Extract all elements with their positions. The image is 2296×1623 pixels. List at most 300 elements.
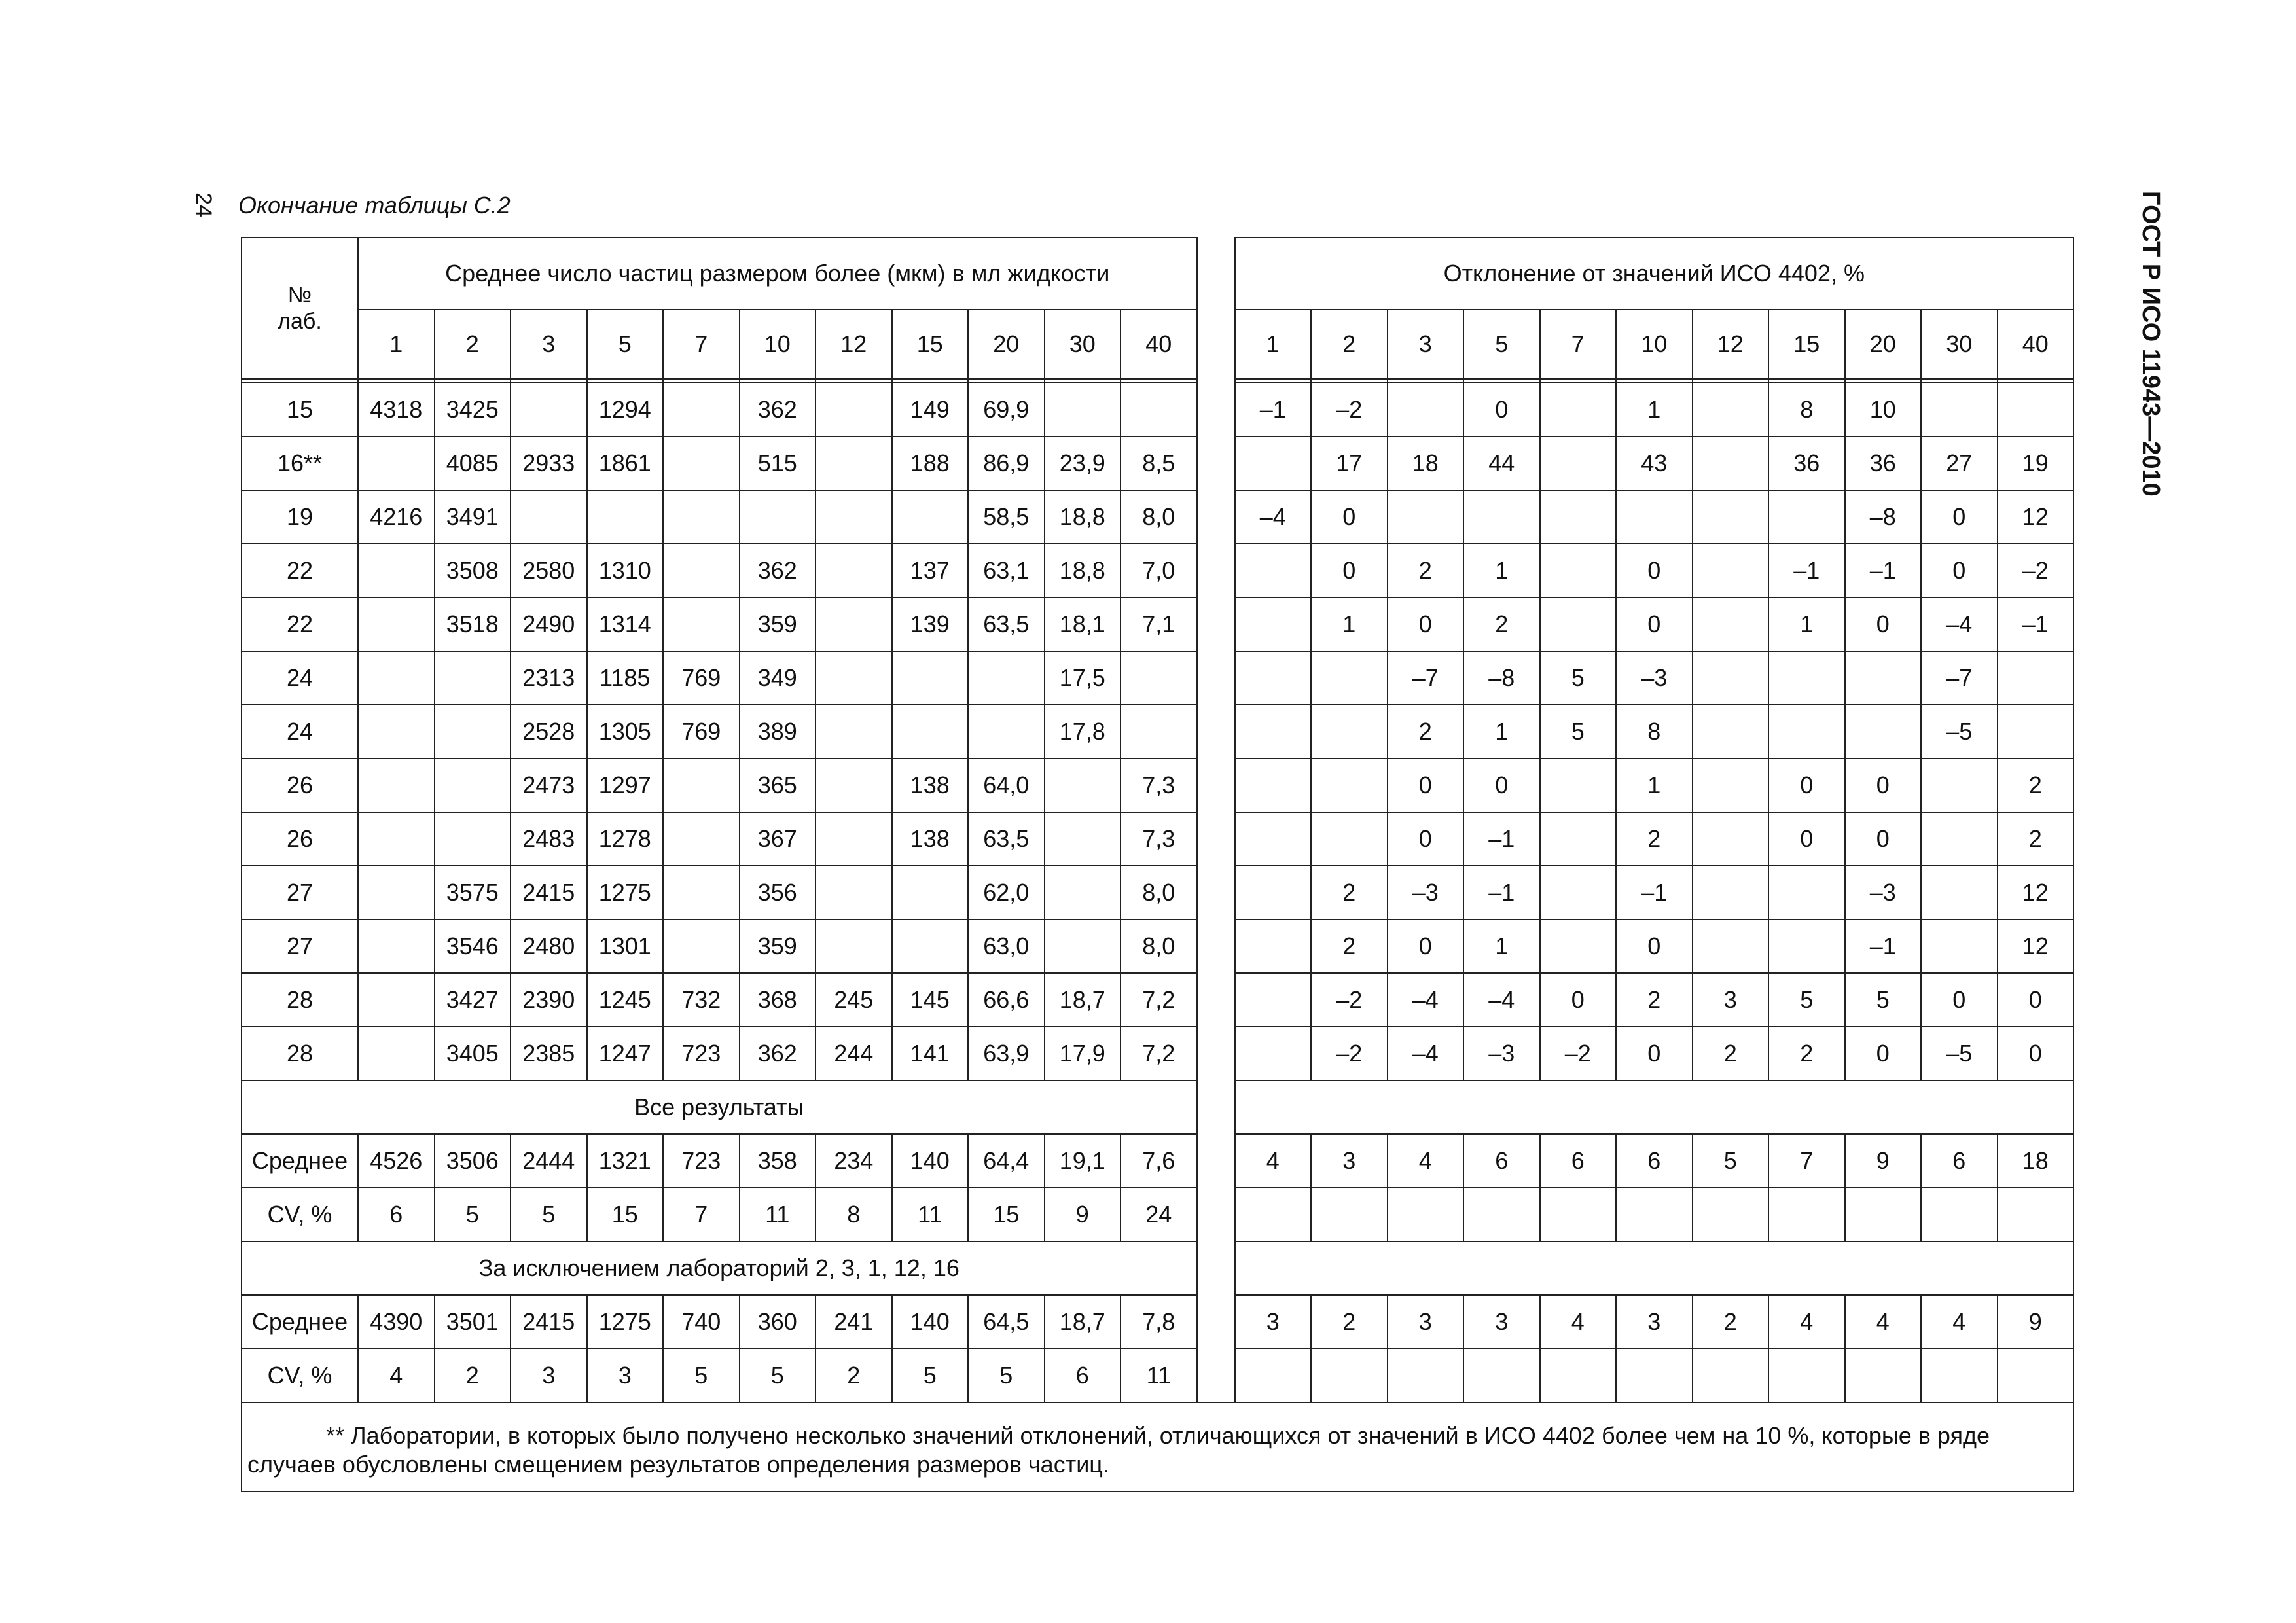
deviation-cell [1693,1349,1769,1402]
deviation-cell [1693,866,1769,919]
table-row [242,597,2073,651]
deviation-cell: 3 [1311,1134,1388,1188]
deviation-cell [1693,490,1769,544]
count-cell: 723 [663,1027,740,1080]
size-header: 30 [1045,310,1121,379]
count-cell: 4085 [435,437,511,490]
count-cell [587,490,664,544]
deviation-cell: 6 [1540,1134,1617,1188]
count-cell [358,651,435,705]
table-row [242,1134,2073,1188]
deviation-cell [1768,919,1845,973]
count-cell: 3518 [435,597,511,651]
count-cell [663,490,740,544]
deviation-cell: 0 [1921,490,1998,544]
column-gap [1197,1188,1235,1241]
deviation-cell [1693,812,1769,866]
deviation-cell: 2 [1998,812,2074,866]
count-cell: 2480 [511,919,587,973]
deviation-cell: 2 [1311,866,1388,919]
count-cell [816,651,892,705]
column-gap [1197,238,1235,310]
count-cell [892,490,969,544]
deviation-cell: 43 [1616,437,1693,490]
page-number: 24 [190,192,216,217]
count-cell: 138 [892,812,969,866]
deviation-cell: 0 [1998,1027,2074,1080]
deviation-cell: 3 [1463,1295,1540,1349]
deviation-cell [1693,383,1769,437]
lab-number-cell: 27 [242,919,358,973]
deviation-cell: –1 [1235,383,1312,437]
deviation-cell [1463,490,1540,544]
deviation-cell: 0 [1845,1027,1922,1080]
stat-label: Среднее [242,1134,358,1188]
deviation-cell [1311,705,1388,758]
count-cell [358,866,435,919]
deviation-cell [1311,812,1388,866]
count-cell: 5 [435,1188,511,1241]
count-cell: 62,0 [968,866,1045,919]
deviation-cell: –8 [1845,490,1922,544]
deviation-cell [1693,597,1769,651]
lab-number-cell: 28 [242,973,358,1027]
deviation-cell: 5 [1845,973,1922,1027]
table-caption: Окончание таблицы С.2 [238,192,511,219]
count-cell: 15 [587,1188,664,1241]
deviation-cell: 0 [1616,919,1693,973]
deviation-cell [1463,1349,1540,1402]
deviation-cell: 0 [1921,544,1998,597]
column-gap [1197,758,1235,812]
deviation-cell: 4 [1921,1295,1998,1349]
deviation-cell: 6 [1921,1134,1998,1188]
deviation-cell [1921,1349,1998,1402]
count-cell: 1275 [587,866,664,919]
count-cell: 18,8 [1045,544,1121,597]
count-cell: 145 [892,973,969,1027]
count-cell [663,597,740,651]
count-cell [816,437,892,490]
lab-number-cell: 16** [242,437,358,490]
deviation-cell: –4 [1235,490,1312,544]
deviation-cell: 12 [1998,919,2074,973]
deviation-cell: 1 [1311,597,1388,651]
count-cell: 2 [435,1349,511,1402]
count-cell: 7,2 [1121,1027,1197,1080]
count-cell: 1305 [587,705,664,758]
count-cell: 5 [740,1349,816,1402]
lab-header-line: № [287,283,312,308]
deviation-cell [1921,866,1998,919]
deviation-cell: 5 [1540,705,1617,758]
count-cell [663,758,740,812]
count-cell: 4526 [358,1134,435,1188]
deviation-cell: –1 [1845,544,1922,597]
lab-number-cell: 22 [242,597,358,651]
size-header: 2 [435,310,511,379]
deviation-cell [1540,812,1617,866]
deviation-cell [1921,758,1998,812]
count-cell: 769 [663,705,740,758]
deviation-cell: 0 [1463,758,1540,812]
deviation-cell [1235,597,1312,651]
count-cell: 3 [511,1349,587,1402]
deviation-cell: 2 [1693,1295,1769,1349]
count-cell: 5 [892,1349,969,1402]
deviation-cell: –2 [1311,1027,1388,1080]
deviation-cell: 0 [1388,812,1464,866]
lab-number-cell: 28 [242,1027,358,1080]
deviation-cell [1540,1188,1617,1241]
deviation-cell [1768,490,1845,544]
column-gap [1197,919,1235,973]
size-header: 20 [1845,310,1922,379]
column-gap [1197,651,1235,705]
deviation-cell: 3 [1388,1295,1464,1349]
size-header: 12 [816,310,892,379]
column-gap [1197,1241,1235,1295]
stat-label: CV, % [242,1188,358,1241]
lab-number-cell: 26 [242,758,358,812]
lab-number-cell: 26 [242,812,358,866]
deviation-cell: 0 [1540,973,1617,1027]
count-cell: 6 [1045,1349,1121,1402]
count-cell [358,544,435,597]
deviation-cell: 12 [1998,866,2074,919]
size-header: 1 [358,310,435,379]
deviation-cell: –4 [1388,1027,1464,1080]
column-gap [1197,310,1235,379]
count-cell [1045,919,1121,973]
count-cell [892,705,969,758]
count-cell [663,919,740,973]
count-cell: 6 [358,1188,435,1241]
column-gap [1197,544,1235,597]
size-header: 30 [1921,310,1998,379]
count-cell [663,544,740,597]
table-row [242,1349,2073,1402]
count-cell [435,758,511,812]
deviation-cell: –2 [1311,973,1388,1027]
count-cell: 2528 [511,705,587,758]
count-cell: 3491 [435,490,511,544]
deviation-cell: 0 [1388,919,1464,973]
count-cell: 732 [663,973,740,1027]
count-cell: 23,9 [1045,437,1121,490]
count-cell: 7,3 [1121,812,1197,866]
deviation-cell [1616,490,1693,544]
deviation-cell [1768,1349,1845,1402]
deviation-cell: 10 [1845,383,1922,437]
count-cell: 4318 [358,383,435,437]
count-cell [1121,651,1197,705]
count-cell: 2933 [511,437,587,490]
deviation-cell [1388,383,1464,437]
deviation-cell [1693,437,1769,490]
lab-number-header [242,238,358,379]
count-cell: 7,6 [1121,1134,1197,1188]
table-row [242,758,2073,812]
deviation-cell [1540,919,1617,973]
deviation-cell [1768,705,1845,758]
count-cell [1045,812,1121,866]
count-cell [435,705,511,758]
deviation-cell [1235,973,1312,1027]
deviation-cell [1693,919,1769,973]
count-cell: 1301 [587,919,664,973]
deviation-cell: 0 [1311,544,1388,597]
deviation-cell: 1 [1768,597,1845,651]
deviation-cell [1388,1349,1464,1402]
deviation-cell [1693,544,1769,597]
count-cell [511,490,587,544]
deviation-cell: 0 [1845,758,1922,812]
deviation-cell [1768,651,1845,705]
deviation-cell: –1 [1768,544,1845,597]
deviation-cell [1235,544,1312,597]
count-cell: 362 [740,544,816,597]
count-cell: 2490 [511,597,587,651]
deviation-cell [1921,812,1998,866]
count-cell: 15 [968,1188,1045,1241]
lab-header-line: лаб. [278,309,322,334]
count-cell: 7,0 [1121,544,1197,597]
column-gap [1197,490,1235,544]
count-cell: 5 [511,1188,587,1241]
table-row [242,544,2073,597]
size-header: 10 [1616,310,1693,379]
deviation-cell [1311,1188,1388,1241]
footnote-text: ** Лаборатории, в которых было получено несколько значений отклонений, отличающихся от значений в ИСО 4402 более чем на 10 %, которые в ряде случаев обусловлены смещением результатов определения размеров частиц. [247,1422,1990,1478]
count-cell: 7,3 [1121,758,1197,812]
deviation-cell [1540,437,1617,490]
table-row [242,490,2073,544]
count-cell: 367 [740,812,816,866]
count-cell: 3425 [435,383,511,437]
count-cell: 66,6 [968,973,1045,1027]
count-cell [358,758,435,812]
count-cell: 1245 [587,973,664,1027]
deviation-cell [1921,383,1998,437]
count-cell: 1185 [587,651,664,705]
count-cell: 7,8 [1121,1295,1197,1349]
deviation-cell [1540,866,1617,919]
deviation-cell [1540,490,1617,544]
deviation-cell: 2 [1616,973,1693,1027]
count-cell [1121,383,1197,437]
count-cell [816,597,892,651]
deviation-cell: –8 [1463,651,1540,705]
deviation-cell [1998,383,2074,437]
count-cell: 3575 [435,866,511,919]
deviation-cell: 8 [1768,383,1845,437]
column-gap [1197,866,1235,919]
deviation-cell: 0 [1616,544,1693,597]
count-cell [663,383,740,437]
count-cell: 3546 [435,919,511,973]
count-cell: 2444 [511,1134,587,1188]
count-cell: 241 [816,1295,892,1349]
count-cell [1121,705,1197,758]
deviation-cell [1998,1188,2074,1241]
count-cell: 58,5 [968,490,1045,544]
deviation-cell: 44 [1463,437,1540,490]
count-cell: 17,5 [1045,651,1121,705]
count-cell: 362 [740,383,816,437]
count-cell: 389 [740,705,816,758]
table-row [242,812,2073,866]
count-cell: 360 [740,1295,816,1349]
count-cell: 11 [740,1188,816,1241]
deviation-cell: 0 [1768,758,1845,812]
count-cell: 7 [663,1188,740,1241]
count-cell: 3427 [435,973,511,1027]
table-row [242,973,2073,1027]
size-header: 1 [1235,310,1312,379]
count-cell: 234 [816,1134,892,1188]
count-cell [816,812,892,866]
deviation-cell: 2 [1998,758,2074,812]
count-cell: 140 [892,1295,969,1349]
table-row [242,919,2073,973]
deviation-cell: 2 [1616,812,1693,866]
deviation-cell: –1 [1845,919,1922,973]
count-cell: 4390 [358,1295,435,1349]
size-header: 2 [1311,310,1388,379]
column-gap [1197,812,1235,866]
deviation-cell: 0 [1388,597,1464,651]
count-cell: 24 [1121,1188,1197,1241]
count-cell [816,490,892,544]
deviation-cell: 17 [1311,437,1388,490]
deviation-cell [1616,1188,1693,1241]
deviation-cell: 27 [1921,437,1998,490]
size-header: 5 [587,310,664,379]
count-cell [1045,383,1121,437]
deviation-cell [1311,758,1388,812]
deviation-cell: –4 [1921,597,1998,651]
deviation-cell [1311,651,1388,705]
deviation-cell [1693,1188,1769,1241]
count-cell: 18,7 [1045,1295,1121,1349]
count-cell [358,973,435,1027]
deviation-cell: 0 [1845,597,1922,651]
lab-number-cell: 24 [242,705,358,758]
count-cell: 63,5 [968,812,1045,866]
deviation-cell [1235,705,1312,758]
deviation-cell [1235,758,1312,812]
count-cell: 740 [663,1295,740,1349]
deviation-cell: 1 [1463,705,1540,758]
section-blank [1235,1080,2074,1134]
column-gap [1197,1027,1235,1080]
count-cell: 139 [892,597,969,651]
deviation-cell: 2 [1768,1027,1845,1080]
deviation-cell [1768,866,1845,919]
deviation-cell: –2 [1311,383,1388,437]
deviation-cell [1921,1188,1998,1241]
count-cell: 723 [663,1134,740,1188]
count-cell [358,812,435,866]
count-cell: 2483 [511,812,587,866]
deviation-cell: 0 [1998,973,2074,1027]
deviation-cell: –7 [1921,651,1998,705]
deviation-cell: 2 [1693,1027,1769,1080]
deviation-cell: –5 [1921,1027,1998,1080]
count-cell: 3501 [435,1295,511,1349]
deviation-cell [1845,1188,1922,1241]
size-header: 3 [511,310,587,379]
deviation-cell [1388,1188,1464,1241]
deviation-cell: –5 [1921,705,1998,758]
deviation-cell: 3 [1616,1295,1693,1349]
count-cell [358,1027,435,1080]
count-cell [663,866,740,919]
deviation-cell: 2 [1388,544,1464,597]
count-cell: 2 [816,1349,892,1402]
column-gap [1197,1295,1235,1349]
deviation-cell [1845,651,1922,705]
deviation-cell [1235,1188,1312,1241]
deviation-cell: 4 [1768,1295,1845,1349]
count-cell: 8,0 [1121,866,1197,919]
lab-number-cell: 19 [242,490,358,544]
count-cell: 2415 [511,1295,587,1349]
deviation-cell [1768,1188,1845,1241]
count-cell: 1321 [587,1134,664,1188]
count-cell: 1275 [587,1295,664,1349]
deviation-cell [1311,1349,1388,1402]
deviation-cell [1235,651,1312,705]
count-cell: 69,9 [968,383,1045,437]
count-cell [663,812,740,866]
table-row [242,1295,2073,1349]
deviation-cell: –7 [1388,651,1464,705]
deviation-cell [1921,919,1998,973]
count-cell: 63,5 [968,597,1045,651]
deviation-cell: 0 [1388,758,1464,812]
count-cell: 8 [816,1188,892,1241]
deviation-cell: 6 [1463,1134,1540,1188]
deviation-cell: 2 [1388,705,1464,758]
count-cell: 2313 [511,651,587,705]
deviation-cell [1845,1349,1922,1402]
count-cell [968,705,1045,758]
count-cell [892,919,969,973]
count-cell: 1861 [587,437,664,490]
column-gap [1197,1349,1235,1402]
count-cell [968,651,1045,705]
column-gap [1197,597,1235,651]
count-cell [1045,758,1121,812]
count-cell: 18,8 [1045,490,1121,544]
table-row [242,651,2073,705]
deviation-cell: –1 [1463,866,1540,919]
size-header: 7 [1540,310,1617,379]
section-row [242,1080,2073,1134]
size-header: 5 [1463,310,1540,379]
deviation-cell: 9 [1998,1295,2074,1349]
count-cell: 86,9 [968,437,1045,490]
deviation-cell [1463,1188,1540,1241]
deviation-cell: –1 [1463,812,1540,866]
deviation-cell [1540,383,1617,437]
deviation-group-header: Отклонение от значений ИСО 4402, % [1235,238,2074,310]
deviation-cell [1235,919,1312,973]
size-header: 15 [1768,310,1845,379]
deviation-cell: 0 [1921,973,1998,1027]
